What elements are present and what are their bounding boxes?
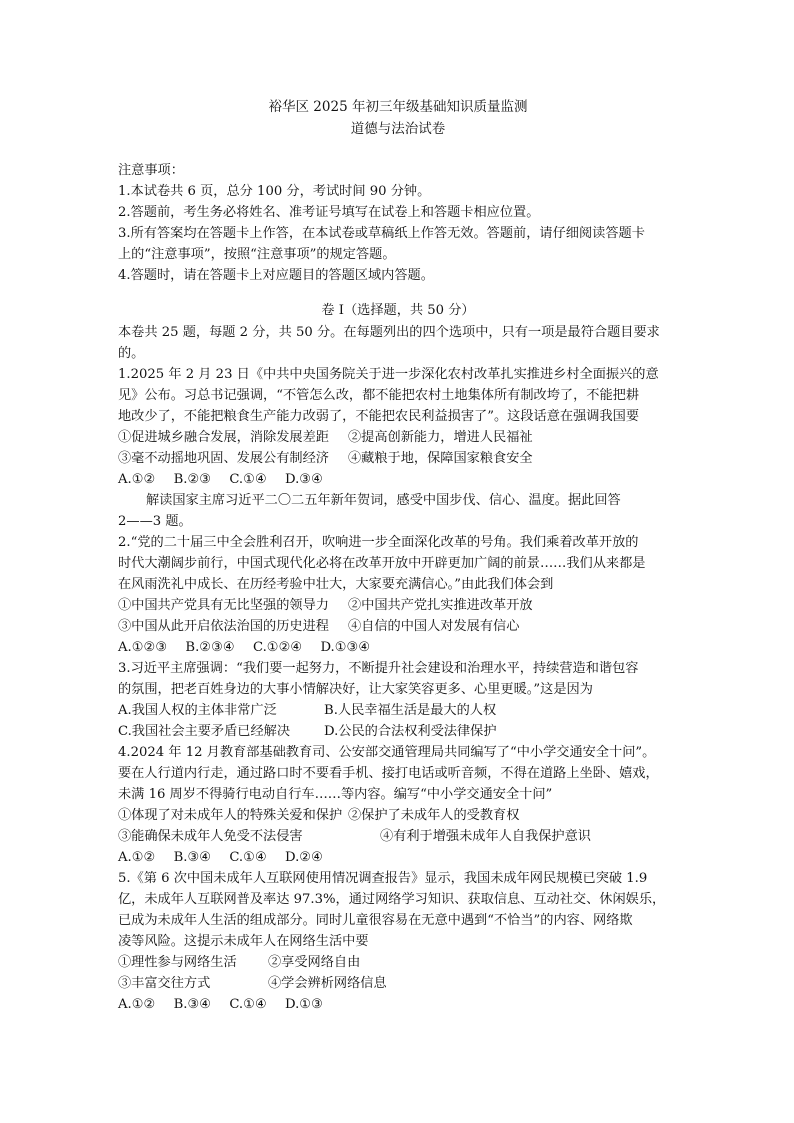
question-stem-line: 时代大潮阔步前行，中国式现代化必将在改革开放中开辟更加广阔的前景……我们从来都是 — [118, 556, 646, 571]
answer-choices — [118, 847, 678, 868]
statement-option: ②享受网络自由 — [268, 955, 361, 970]
notes-heading: 注意事项： — [118, 163, 184, 178]
section-intro-line: 的。 — [118, 346, 145, 361]
question-stem-line: 1.2025 年 2 月 23 日《中共中央国务院关于进一步深化农村改革扎实推进乡村全面振兴的意 — [118, 367, 659, 382]
question-5 — [118, 868, 678, 1015]
statement-option: ②中国共产党扎实推进改革开放 — [348, 598, 533, 613]
answer-choice: C.①②④ — [252, 640, 303, 655]
notes-block — [118, 160, 678, 286]
section-intro-line: 本卷共 25 题，每题 2 分，共 50 分。在每题列出的四个选项中，只有一项是最符合题目要求 — [118, 325, 660, 340]
question-stem-line: 地改少了，不能把粮食生产能力改弱了，不能把农民利益损害了”。这段话意在强调我国要 — [118, 409, 640, 424]
question-stem-line: 3.习近平主席强调：“我们要一起努力，不断提升社会建设和治理水平，持续营造和谐包容 — [118, 661, 639, 676]
statement-option: ①理性参与网络生活 — [118, 955, 237, 970]
statement-option: ②保护了未成年人的受教育权 — [348, 808, 520, 823]
answer-option-a: A.我国人权的主体非常广泛 — [118, 703, 277, 718]
question-1 — [118, 364, 678, 490]
question-stem-line: 已成为未成年人生活的组成部分。同时儿童很容易在无意中遇到“不恰当”的内容、网络欺 — [118, 913, 633, 928]
answer-choice: C.①④ — [229, 472, 267, 487]
answer-choice: B.③④ — [173, 997, 212, 1012]
statement-option: ③能确保未成年人免受不法侵害 — [118, 829, 303, 844]
question-3 — [118, 658, 678, 742]
statement-option: ③毫不动摇地巩固、发展公有制经济 — [118, 451, 329, 466]
answer-choice: A.①②③ — [118, 640, 168, 655]
statement-option: ④有利于增强未成年人自我保护意识 — [380, 829, 591, 844]
answer-choice: C.①④ — [229, 850, 267, 865]
statement-option: ④学会辨析网络信息 — [268, 976, 387, 991]
exam-title: 裕华区 2025 年初三年级基础知识质量监测 — [268, 99, 528, 115]
answer-option-b: B.人民幸福生活是最大的人权 — [324, 703, 497, 718]
statement-option: ①中国共产党具有无比坚强的领导力 — [118, 598, 329, 613]
notes-line: 1.本试卷共 6 页，总分 100 分，考试时间 90 分钟。 — [118, 184, 431, 199]
question-stem-line: 未满 16 周岁不得骑行电动自行车……等内容。编写“中小学交通安全十问” — [118, 787, 553, 802]
question-stem-line: 5.《第 6 次中国未成年人互联网使用情况调查报告》显示，我国未成年网民规模已突破 1.9 — [118, 871, 648, 886]
answer-choices — [118, 994, 678, 1015]
answer-choices — [118, 637, 678, 658]
answer-choice: C.①④ — [229, 997, 267, 1012]
question-stem-line: 的氛围，把老百姓身边的大事小情解决好，让大家笑容更多、心里更暖。”这是因为 — [118, 682, 593, 697]
question-stem-line: 凌等风险。这提示未成年人在网络生活中要 — [118, 934, 369, 949]
notes-line: 上的“注意事项”，按照“注意事项”的规定答题。 — [118, 247, 396, 262]
question-stem-line: 要在人行道内行走，通过路口时不要看手机、接打电话或听音频，不得在道路上坐卧、嬉戏， — [118, 766, 659, 781]
statement-option: ④藏粮于地，保障国家粮食安全 — [348, 451, 533, 466]
passage-line: 解读国家主席习近平二〇二五年新年贺词，感受中国步伐、信心、温度。据此回答 — [146, 493, 621, 508]
notes-line: 3.所有答案均在答题卡上作答，在本试卷或草稿纸上作答无效。答题前，请仔细阅读答题卡 — [118, 226, 645, 241]
reading-passage — [118, 490, 678, 532]
answer-choice: A.①② — [118, 997, 156, 1012]
statement-option: ①促进城乡融合发展，消除发展差距 — [118, 430, 329, 445]
statement-option: ①体现了对未成年人的特殊关爱和保护 — [118, 808, 343, 823]
exam-subtitle: 道德与法治试卷 — [350, 121, 446, 137]
question-stem-line: 亿，未成年人互联网普及率达 97.3%，通过网络学习知识、获取信息、互动社交、休闲娱乐， — [118, 892, 666, 907]
notes-line: 4.答题时，请在答题卡上对应题目的答题区域内答题。 — [118, 268, 434, 283]
notes-line: 2.答题前，考生务必将姓名、准考证号填写在试卷上和答题卡相应位置。 — [118, 205, 540, 220]
answer-option-d: D.公民的合法权利受法律保护 — [324, 724, 497, 739]
passage-line: 2——3 题。 — [118, 514, 192, 529]
statement-option: ②提高创新能力，增进人民福祉 — [348, 430, 533, 445]
answer-choice: D.③④ — [284, 472, 323, 487]
answer-option-c: C.我国社会主要矛盾已经解决 — [118, 724, 291, 739]
exam-page — [118, 96, 678, 1015]
answer-choice: D.①③ — [284, 997, 323, 1012]
answer-choices — [118, 469, 678, 490]
answer-choice: D.①③④ — [320, 640, 371, 655]
statement-option: ③中国从此开启依法治国的历史进程 — [118, 619, 329, 634]
answer-choice: B.②③④ — [185, 640, 235, 655]
section-title: 卷 I（选择题，共 50 分） — [321, 303, 475, 318]
question-stem-line: 2.“党的二十届三中全会胜利召开，吹响进一步全面深化改革的号角。我们乘着改革开放的 — [118, 535, 639, 550]
question-stem-line: 见》公布。习总书记强调，“不管怎么改，都不能把农村土地集体所有制改垮了，不能把耕 — [118, 388, 640, 403]
answer-choice: B.②③ — [173, 472, 212, 487]
question-stem-line: 在风雨洗礼中成长、在历经考验中壮大，大家要充满信心。”由此我们体会到 — [118, 577, 554, 592]
answer-choice: B.③④ — [173, 850, 212, 865]
answer-choice: A.①② — [118, 472, 156, 487]
question-4 — [118, 742, 678, 868]
answer-choice: A.①② — [118, 850, 156, 865]
statement-option: ④自信的中国人对发展有信心 — [348, 619, 520, 634]
answer-choice: D.②④ — [284, 850, 323, 865]
statement-option: ③丰富交往方式 — [118, 976, 211, 991]
question-stem-line: 4.2024 年 12 月教育部基础教育司、公安部交通管理局共同编写了“中小学交通安全十问”。 — [118, 745, 656, 760]
question-2 — [118, 532, 678, 658]
